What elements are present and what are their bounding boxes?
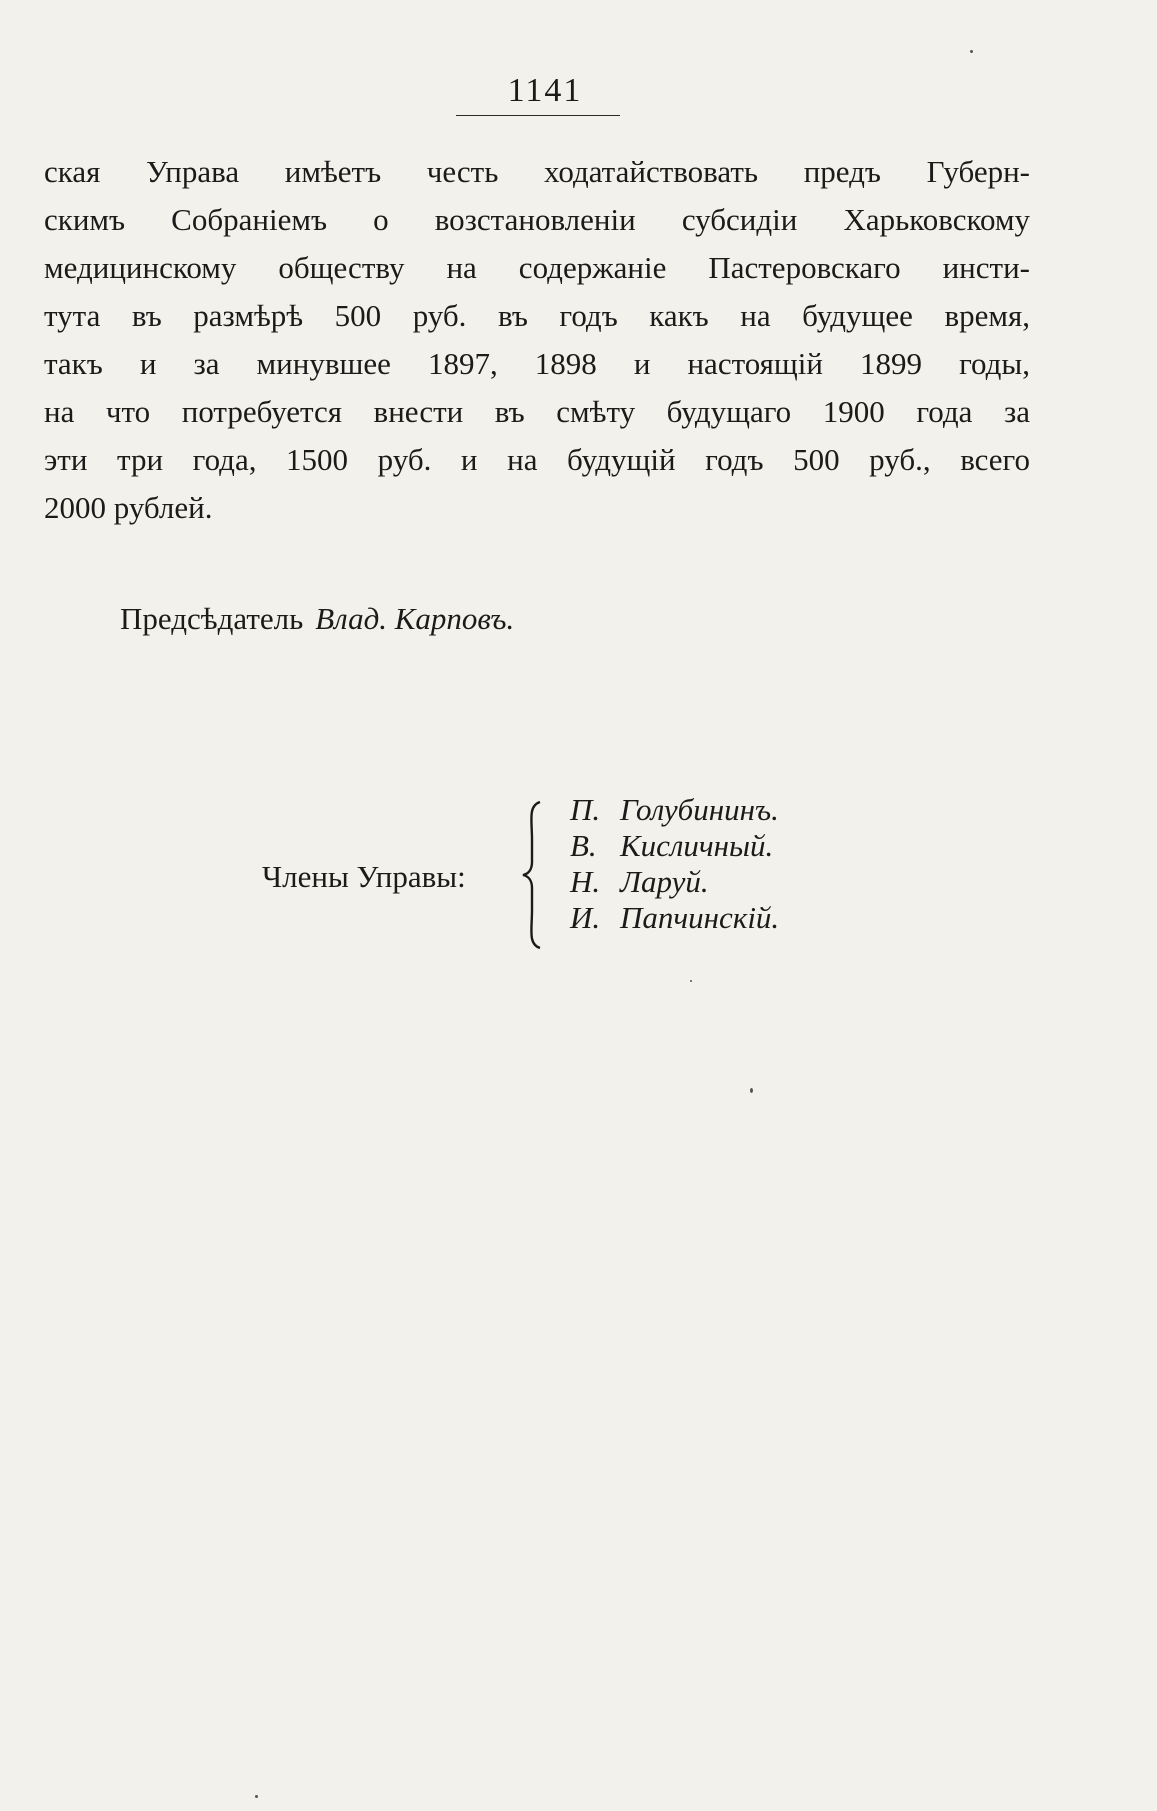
member-entry (570, 864, 779, 900)
member-surname: Голубининъ. (620, 792, 779, 827)
chairman-signature (120, 595, 514, 643)
member-entry (570, 900, 779, 936)
paper-speck (690, 980, 692, 982)
page-number-rule (456, 115, 620, 116)
member-entry (570, 792, 779, 828)
member-surname: Ларуй. (620, 864, 709, 899)
body-paragraph (44, 148, 1030, 532)
member-surname: Кисличный. (620, 828, 774, 863)
members-label: Члены Управы: (262, 859, 466, 894)
curly-brace (520, 800, 546, 950)
body-line: ская Управа имѣетъ честь ходатайствовать предъ Губерн- (44, 154, 1030, 189)
members-list (570, 792, 779, 936)
member-initial: Н. (570, 864, 601, 899)
body-line: такъ и за минувшее 1897, 1898 и настоящій 1899 годы, (44, 346, 1030, 381)
chairman-name: Влад. Карповъ. (315, 601, 515, 636)
member-initial: И. (570, 900, 601, 935)
body-line: 2000 рублей. (44, 490, 213, 525)
member-surname: Папчинскій. (620, 900, 780, 935)
body-line: медицинскому обществу на содержаніе Пастеровскаго инсти- (44, 250, 1030, 285)
paper-speck (750, 1088, 753, 1093)
chairman-title: Предсѣдатель (120, 601, 304, 636)
body-line: скимъ Собраніемъ о возстановленіи субсидіи Харьковскому (44, 202, 1030, 237)
paper-speck (970, 50, 973, 53)
member-initial: В. (570, 828, 597, 863)
page-number: 1141 (507, 72, 583, 109)
member-entry (570, 828, 779, 864)
paper-speck (255, 1795, 258, 1798)
body-line: на что потребуется внести въ смѣту будущаго 1900 года за (44, 394, 1030, 429)
body-line: тута въ размѣрѣ 500 руб. въ годъ какъ на будущее время, (44, 298, 1030, 333)
body-line: эти три года, 1500 руб. и на будущій годъ 500 руб., всего (44, 442, 1030, 477)
member-initial: П. (570, 792, 601, 827)
